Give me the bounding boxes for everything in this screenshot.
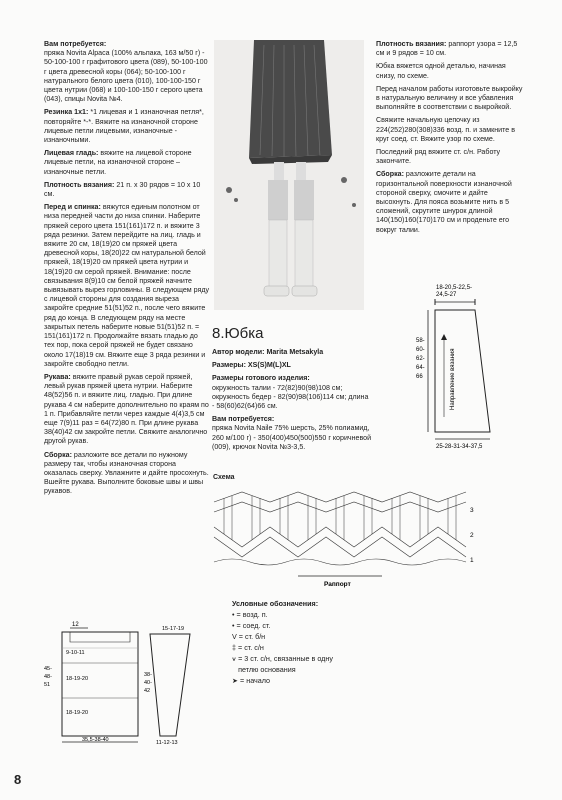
skirt-photo <box>214 40 364 310</box>
materials-text: пряжа Novita Alpaca (100% альпака, 163 м/50 г) - 50-100-100 г графитового цвета (089), 50-100-100 г цвета древесной коры (064); 50-100-100 г натурального белого цвета (010), 100-100-150 г цвета нутрии (068) и 100-100-150 г серого цвета (043), спицы Novita №4. <box>44 49 208 104</box>
sweater-label-12: 12 <box>72 622 79 628</box>
legend-item-start: ➤ = начало <box>232 676 271 685</box>
assembly-text: разложите все детали по нужному размеру так, чтобы изнаночная сторона оказалась сверху. Увлажните и дайте просохнуть. Вшейте рукава. Выполните боковые швы и швы рукавов. <box>44 450 209 496</box>
sweater-schema <box>40 618 220 748</box>
density-text: 21 п. х 30 рядов = 10 х 10 см. <box>44 180 201 199</box>
materials-heading: Вам потребуется: <box>44 40 107 48</box>
right-column <box>376 40 526 239</box>
schema-side-62: 62- <box>416 356 425 362</box>
front-back-heading: Перед и спинка: <box>44 203 101 212</box>
slip-stitch-icon: • <box>232 621 235 630</box>
chart-row-2: 2 <box>470 532 474 539</box>
single-crochet-icon: V <box>232 632 237 641</box>
measurements-heading: Размеры готового изделия: <box>212 374 310 383</box>
schema-top-label-2: 24,5-27 <box>436 292 457 298</box>
skirt-assembly-text: разложите детали на горизонтальной поверхности изнаночной стороной сверху, смочите и дайте высохнуть. Для пояса возьмите нить в 5 сложений, скрутите шнурок длиной 140(150)160(170)170 см и проденьте его вокруг талии. <box>376 170 512 234</box>
sweater-side-45: 45- <box>44 666 52 672</box>
skirt-assembly-heading: Сборка: <box>376 170 404 179</box>
chart-title: Схема <box>213 474 235 481</box>
legend-item-dc: ‡ = ст. с/н <box>232 643 264 652</box>
legend <box>232 598 348 686</box>
sweater-side-48: 48- <box>44 674 52 680</box>
needs-text: пряжа Novita Naile 75% шерсть, 25% полиамид, 260 м/100 г) - 350(400)450(500)550 г коричневой (009), крючок Novita №3-3,5. <box>212 424 372 451</box>
sweater-label-9-10-11: 9-10-11 <box>66 650 85 656</box>
skirt-para-4: Последний ряд вяжите ст. с/н. Работу закончите. <box>376 148 501 166</box>
sizes: Размеры: XS(S)M(L)XL <box>212 361 291 370</box>
skirt-density-heading: Плотность вязания: <box>376 40 447 48</box>
rib-heading: Резинка 1х1: <box>44 108 89 117</box>
schema-side-58: 58- <box>416 338 425 344</box>
skirt-density-text: раппорт узора = 12,5 см и 9 рядов = 10 см. <box>376 40 518 58</box>
legend-item-slip: • = соед. ст. <box>232 621 271 630</box>
sleeve-bottom-label: 11-12-13 <box>156 740 178 746</box>
sleeve-side-42: 42 <box>144 688 151 694</box>
middle-column <box>212 325 372 456</box>
schema-side-66: 66 <box>416 374 423 380</box>
left-column <box>44 40 210 501</box>
chart-row-1: 1 <box>470 557 474 564</box>
schema-bottom-label: 25-28-31-34-37,5 <box>436 444 483 450</box>
sweater-side-51: 51 <box>44 682 51 688</box>
sleeves-heading: Рукава: <box>44 372 71 381</box>
stockinette-text: вяжите на лицевой стороне лицевые петли, на изнаночной стороне – изнаночные петли. <box>44 149 192 176</box>
schema-direction: Направление вязания <box>450 348 456 410</box>
sleeve-side-38: 38- <box>144 672 152 678</box>
chain-icon: • <box>232 610 235 619</box>
stockinette-heading: Лицевая гладь: <box>44 149 99 158</box>
schema-side-60: 60- <box>416 347 425 353</box>
sleeve-top-label: 15-17-19 <box>162 626 185 632</box>
legend-item-sc: V = ст. б/н <box>232 632 266 641</box>
schema-side-64: 64- <box>416 365 425 371</box>
density-heading: Плотность вязания: <box>44 180 115 189</box>
cluster-icon: ⩛ <box>232 654 237 663</box>
measurements-text: окружность талии - 72(82)90(98)108 см; окружность бедер - 82(90)98(106)114 см; длина - 58(60)62(64)66 см. <box>212 383 369 411</box>
skirt-para-1: Юбка вяжется одной деталью, начиная снизу, по схеме. <box>376 62 506 80</box>
sweater-label-18-19-20-a: 18-19-20 <box>66 676 89 682</box>
front-back-text: вяжутся единым полотном от низа передней части до низа спинки. Наберите пряжей серого цвета 151(161)172 п. и вяжите 3 ряда резинки. Затем перейдите на лиц. гладь и вяжите 20 см, 18(19)20 см пряжей цвета древесной коры, 18(20)22 см натуральной белой пряжей, 18(19)20 см пряжей цвета нутрии и 18(19)20 см серой пряжей. Внимание: после связывания 8(9)10 см белой пряжей начните вывязывать вырез горловины. В следующем ряду с лицевой стороны для создания выреза закройте средние 51(51)52 п., после чего вяжите ряд до конца. В следующем ряду на месте закрытых петель наберите новые 51(51)52 п. = 151(161)172 п. Продолжайте вязать гладью до тех пор, пока серой пряжей не будет связано около 17(18)19 см. Вяжите еще 3 ряда резинки и закройте свободно петли. <box>44 203 210 368</box>
author: Автор модели: Marita Metsakyla <box>212 348 324 356</box>
chart-rapport-label: Раппорт <box>324 581 351 588</box>
assembly-heading: Сборка: <box>44 450 72 459</box>
section-title: 8.Юбка <box>212 325 264 342</box>
needs-heading: Вам потребуется: <box>212 415 275 424</box>
skirt-para-3: Свяжите начальную цепочку из 224(252)280(308)336 возд. п. и замкните в круг соед. ст. Вяжите узор по схеме. <box>376 116 515 143</box>
schema-top-label: 18-20,5-22,5- <box>436 285 473 291</box>
sweater-bottom-label: 35,5-38-40 <box>82 737 109 743</box>
start-arrow-icon: ➤ <box>232 676 239 685</box>
rib-text: *1 лицевая и 1 изнаночная петля*, повторяйте *-*. Вяжите на изнаночной стороне лицевые петли лицевыми, изнаночные - изнаночными. <box>44 108 204 145</box>
page-number: 8 <box>14 772 22 787</box>
chart-row-3: 3 <box>470 507 474 514</box>
skirt-para-2: Перед началом работы изготовьте выкройку в натуральную величину и все убавления выполняйте в соответствии с выкройкой. <box>376 84 523 112</box>
crochet-chart <box>212 482 482 592</box>
skirt-schema <box>380 282 540 452</box>
sleeve-side-40: 40- <box>144 680 152 686</box>
legend-title: Условные обозначения: <box>232 599 319 608</box>
legend-item-chain: • = возд. п. <box>232 610 268 619</box>
sleeves-text: вяжите правый рукав серой пряжей, левый рукав пряжей цвета нутрии. Наберите 48(52)56 п. и вяжите лиц. гладью. При длине рукава 4 см наберите дополнительно по краям по 1 п. Прибавляйте петли через каждые 4(4)3,5 см еще 7(9)11 раз = 64(72)80 п. При длине рукава 38(40)42 см закройте петли. Свяжите аналогично другой рукав. <box>44 372 209 446</box>
double-crochet-icon: ‡ <box>232 643 236 652</box>
sweater-label-18-19-20-b: 18-19-20 <box>66 710 89 716</box>
legend-item-cluster: ⩛ = 3 ст. с/н, связанные в одну петлю основания <box>232 654 333 674</box>
